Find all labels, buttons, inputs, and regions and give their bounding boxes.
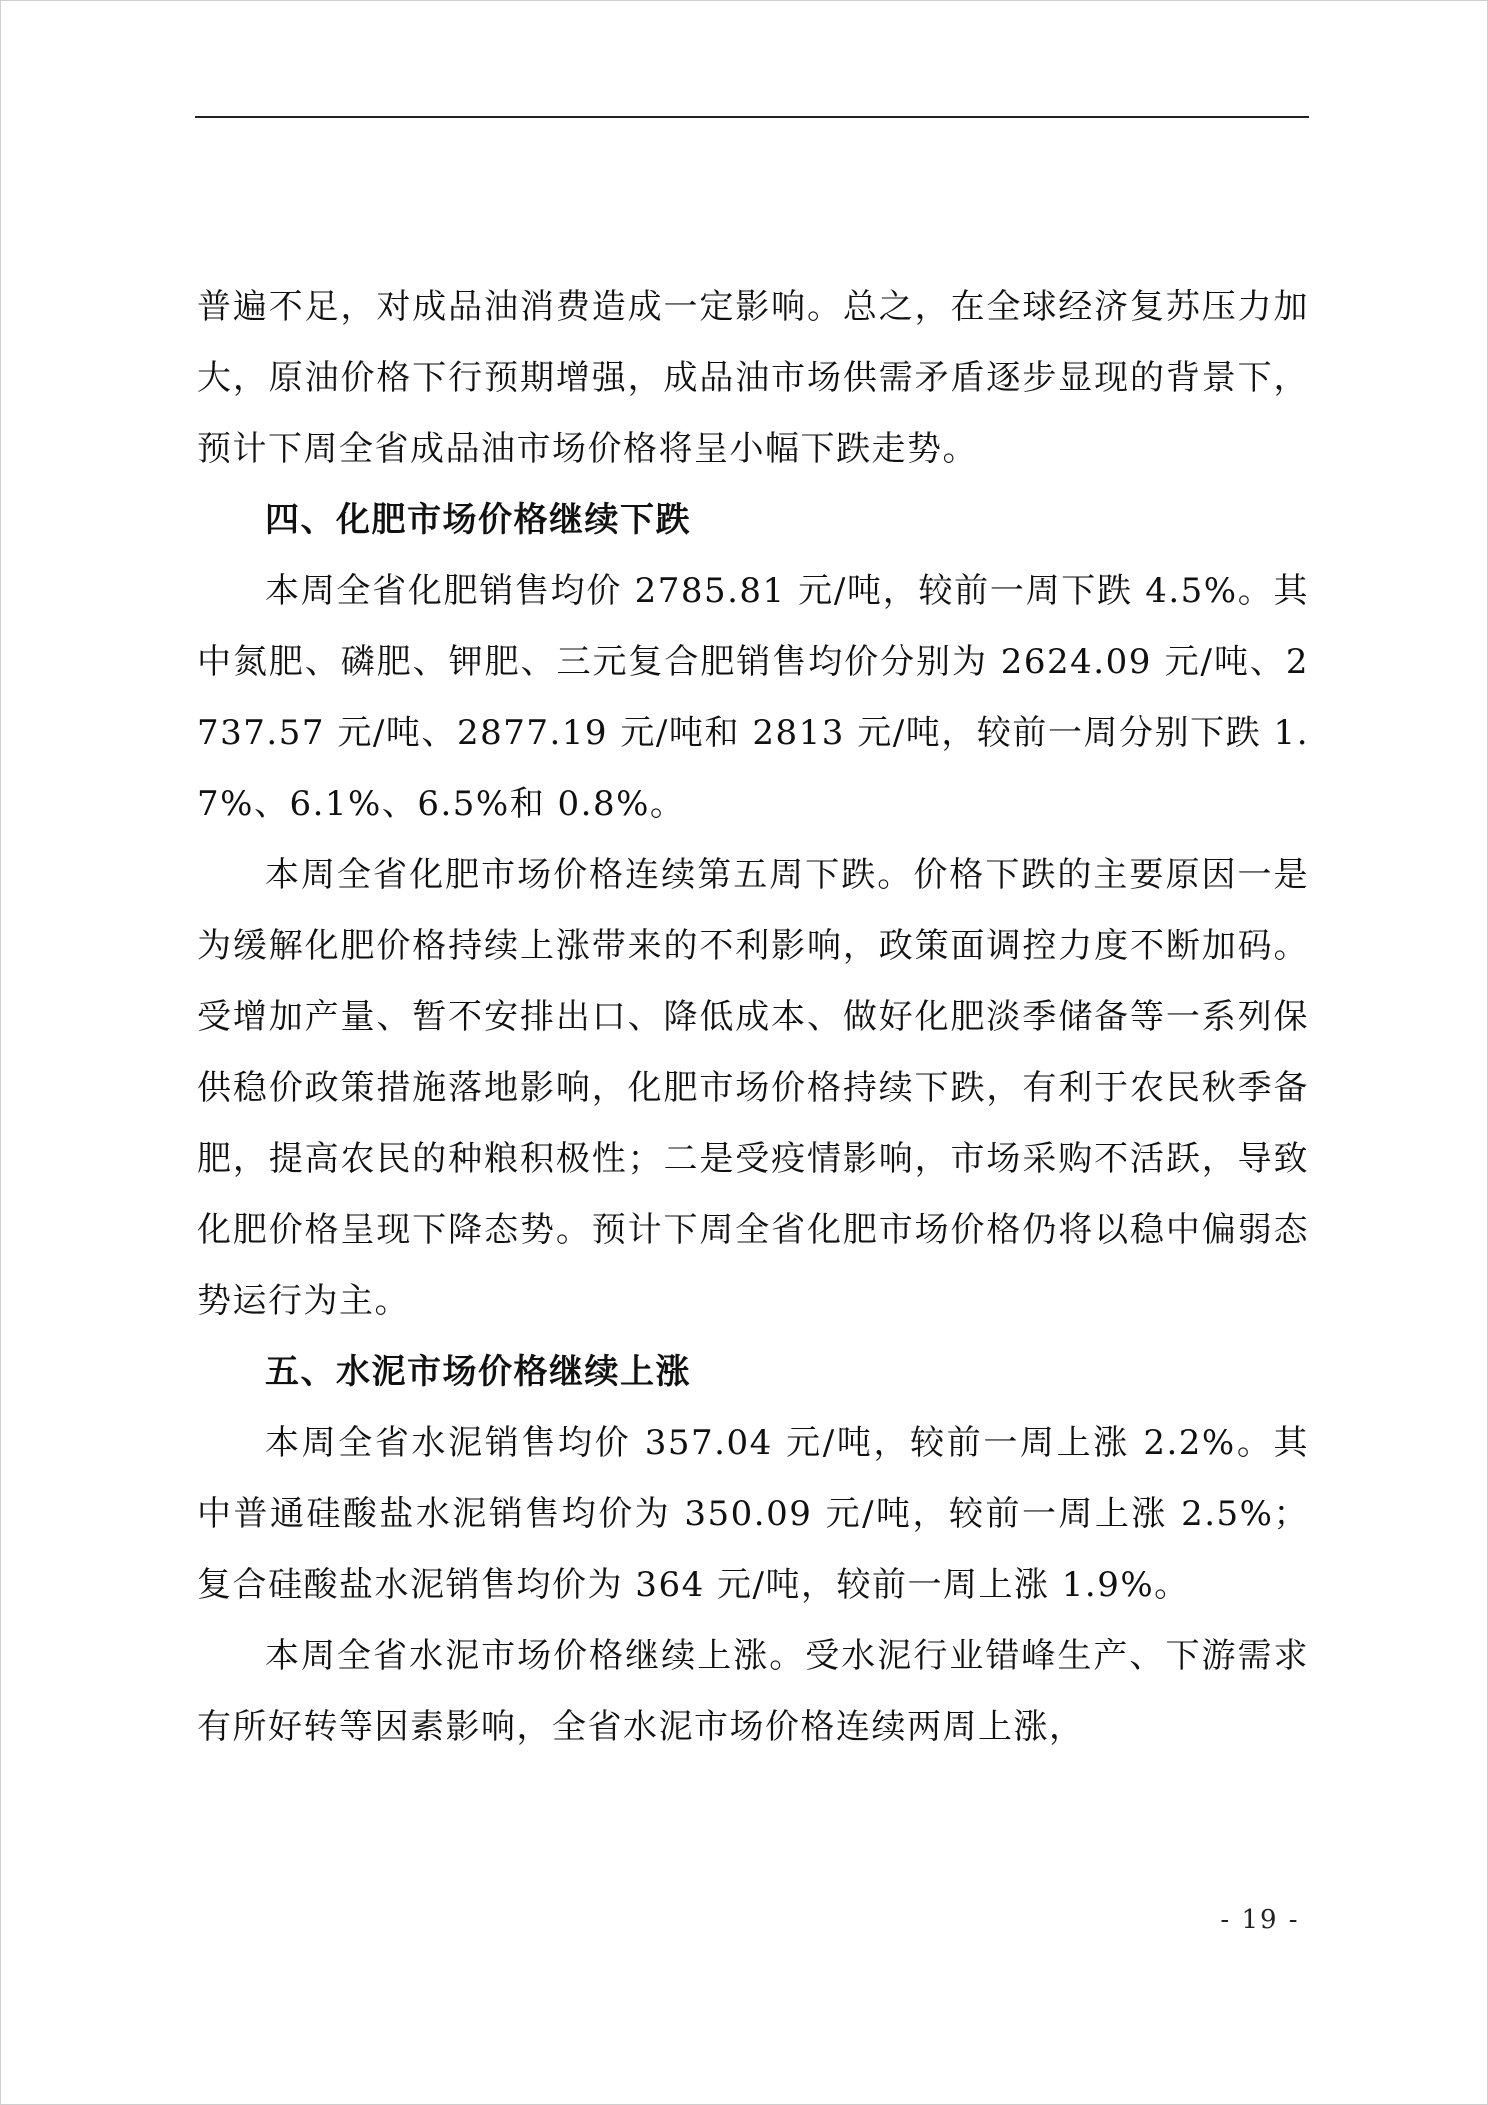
document-body [197, 272, 1309, 1763]
paragraph-cement-analysis: 本周全省水泥市场价格继续上涨。受水泥行业错峰生产、下游需求有所好转等因素影响，全省水泥市场价格连续两周上涨， [197, 1636, 1309, 1747]
heading-fertilizer: 四、化肥市场价格继续下跌 [265, 500, 691, 540]
paragraph-oil-summary: 普遍不足，对成品油消费造成一定影响。总之，在全球经济复苏压力加大，原油价格下行预期增强，成品油市场供需矛盾逐步显现的背景下，预计下周全省成品油市场价格将呈小幅下跌走势。 [197, 287, 1309, 469]
paragraph-cement-prices: 本周全省水泥销售均价 357.04 元/吨，较前一周上涨 2.2%。其中普通硅酸盐水泥销售均价为 350.09 元/吨，较前一周上涨 2.5%；复合硅酸盐水泥销售均价为 364 元/吨，较前一周上涨 1.9%。 [197, 1423, 1309, 1605]
heading-cement: 五、水泥市场价格继续上涨 [265, 1352, 691, 1392]
paragraph-fertilizer-prices: 本周全省化肥销售均价 2785.81 元/吨，较前一周下跌 4.5%。其中氮肥、磷肥、钾肥、三元复合肥销售均价分别为 2624.09 元/吨、2737.57 元/吨、2877.19 元/吨和 2813 元/吨，较前一周分别下跌 1.7%、6.1%、6.5%和 0.8%。 [197, 571, 1309, 824]
header-rule [195, 116, 1309, 118]
page-number: - 19 - [1220, 1905, 1300, 1935]
paragraph-fertilizer-analysis: 本周全省化肥市场价格连续第五周下跌。价格下跌的主要原因一是为缓解化肥价格持续上涨带来的不利影响，政策面调控力度不断加码。受增加产量、暂不安排出口、降低成本、做好化肥淡季储备等一系列保供稳价政策措施落地影响，化肥市场价格持续下跌，有利于农民秋季备肥，提高农民的种粮积极性；二是受疫情影响，市场采购不活跃，导致化肥价格呈现下降态势。预计下周全省化肥市场价格仍将以稳中偏弱态势运行为主。 [197, 855, 1309, 1321]
